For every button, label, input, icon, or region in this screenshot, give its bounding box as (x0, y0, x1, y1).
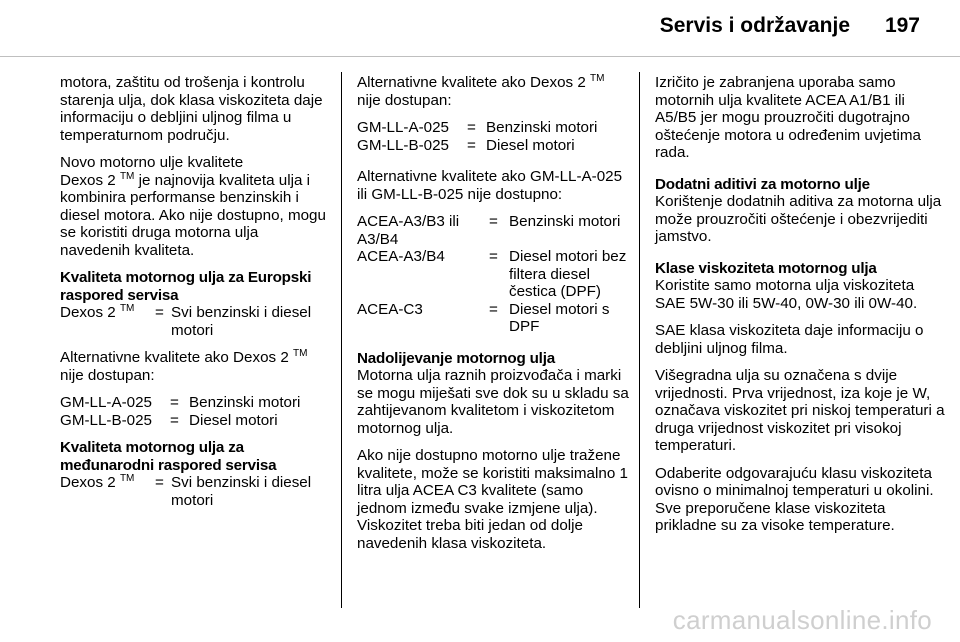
spec-eq: = (170, 411, 179, 429)
header-title: Servis i održavanje (659, 14, 850, 37)
spec-table (357, 119, 632, 154)
spec-table (60, 394, 328, 429)
spec-eq: = (155, 304, 164, 321)
spec-eq: = (170, 394, 179, 411)
spec-right: Svi benzinski i diesel motori (171, 304, 312, 339)
section-heading: Dodatni aditivi za motorno ulje (655, 175, 870, 193)
spec-table (60, 304, 328, 339)
spec-right: Diesel motori (189, 411, 278, 429)
spec-left: ACEA-C3 (357, 300, 423, 318)
section-heading: Kvaliteta motornog ulja za Europski raspored servisa (60, 269, 312, 304)
spec-eq: = (467, 136, 476, 154)
spec-left: ACEA-A3/B4 (357, 248, 445, 265)
spec-eq: = (489, 248, 498, 265)
paragraph: Ako nije dostupno motorno ulje tražene kvalitete, može se koristiti maksimalno 1 litra ulja ACEA C3 kvalitete (samo jednom između svake izmjene ulja). Viskozitet treba biti jedan od dolje navedenih klasa viskoziteta. (357, 447, 628, 552)
header-rule (0, 56, 960, 57)
spec-left: ACEA-A3/B3 ili A3/B4 (357, 213, 460, 248)
spec-eq: = (489, 213, 498, 230)
spec-eq: = (155, 474, 164, 491)
paragraph: motora, zaštitu od trošenja i kontrolu starenja ulja, dok klasa viskoziteta daje informaciju o debljini uljnog filma u temperaturnom području. (60, 74, 323, 144)
spec-left: GM-LL-B-025 (357, 136, 450, 154)
spec-right: Benzinski motori (509, 213, 621, 230)
page-number: 197 (884, 14, 920, 37)
paragraph: Novo motorno ulje kvalitete Dexos 2 ™ je najnovija kvaliteta ulja i kombinira performanse benzinskih i diesel motora. Ako nije dostupno, mogu se koristiti druga motorna ulja navedenih kvaliteta. (60, 154, 326, 259)
paragraph: Alternativne kvalitete ako Dexos 2 ™ nije dostupan: (60, 348, 308, 384)
section-heading: Nadolijevanje motornog ulja (357, 349, 555, 367)
watermark: carmanualsonline.info (672, 605, 932, 635)
spec-table (60, 474, 328, 509)
paragraph: SAE klasa viskoziteta daje informaciju o debljini uljnog filma. (655, 322, 924, 357)
spec-left: GM-LL-A-025 (357, 119, 450, 136)
paragraph: Odaberite odgovarajuću klasu viskoziteta ovisno o minimalnoj temperaturi u okolini. Sve preporučene klase viskoziteta prikladne su za visoke temperature. (655, 464, 934, 534)
paragraph: Alternativne kvalitete ako GM-LL-A-025 ili GM-LL-B-025 nije dostupno: (357, 168, 623, 203)
spec-right: Diesel motori (486, 136, 575, 154)
column-1 (60, 74, 328, 519)
paragraph: Alternativne kvalitete ako Dexos 2 ™ nije dostupan: (357, 73, 605, 109)
spec-left: GM-LL-A-025 (60, 394, 153, 411)
spec-eq: = (489, 300, 498, 318)
column-3 (655, 74, 945, 545)
spec-table (357, 213, 632, 336)
spec-right: Diesel motori s DPF (509, 300, 610, 335)
spec-left: Dexos 2 ™ (60, 473, 135, 491)
column-divider-2 (639, 72, 640, 608)
paragraph: Koristite samo motorna ulja viskoziteta SAE 5W-30 ili 5W-40, 0W-30 ili 0W-40. (655, 277, 918, 312)
spec-left: GM-LL-B-025 (60, 411, 153, 429)
spec-eq: = (467, 119, 476, 136)
paragraph: Izričito je zabranjena uporaba samo motornih ulja kvalitete ACEA A1/B1 ili A5/B5 jer mogu prouzročiti dugotrajno oštećenje motora u određenim uvjetima rada. (655, 74, 921, 161)
spec-right: Svi benzinski i diesel motori (171, 474, 312, 509)
section-heading: Kvaliteta motornog ulja za međunarodni raspored servisa (60, 439, 277, 474)
spec-right: Diesel motori bez filtera diesel čestica (DPF) (509, 248, 627, 300)
trademark-mark: TM (119, 170, 135, 182)
spec-left: Dexos 2 ™ (60, 303, 135, 321)
paragraph: Višegradna ulja su označena s dvije vrijednosti. Prva vrijednost, iza koje je W, označava viskozitet pri niskoj temperaturi a druga vrijednost viskozitet pri visokoj temperaturi. (655, 367, 945, 454)
section-heading: Klase viskoziteta motornog ulja (655, 259, 877, 277)
spec-right: Benzinski motori (486, 119, 598, 136)
spec-right: Benzinski motori (189, 394, 301, 411)
column-2 (357, 74, 632, 562)
paragraph: Motorna ulja raznih proizvođača i marki se mogu miješati sve dok su u skladu sa zahtijevanom kvalitetom i viskozitetom motornog ulja. (357, 367, 629, 437)
column-divider-1 (341, 72, 342, 608)
paragraph: Korištenje dodatnih aditiva za motorna ulja može prouzročiti oštećenje i obezvrijediti jamstvo. (655, 193, 942, 245)
